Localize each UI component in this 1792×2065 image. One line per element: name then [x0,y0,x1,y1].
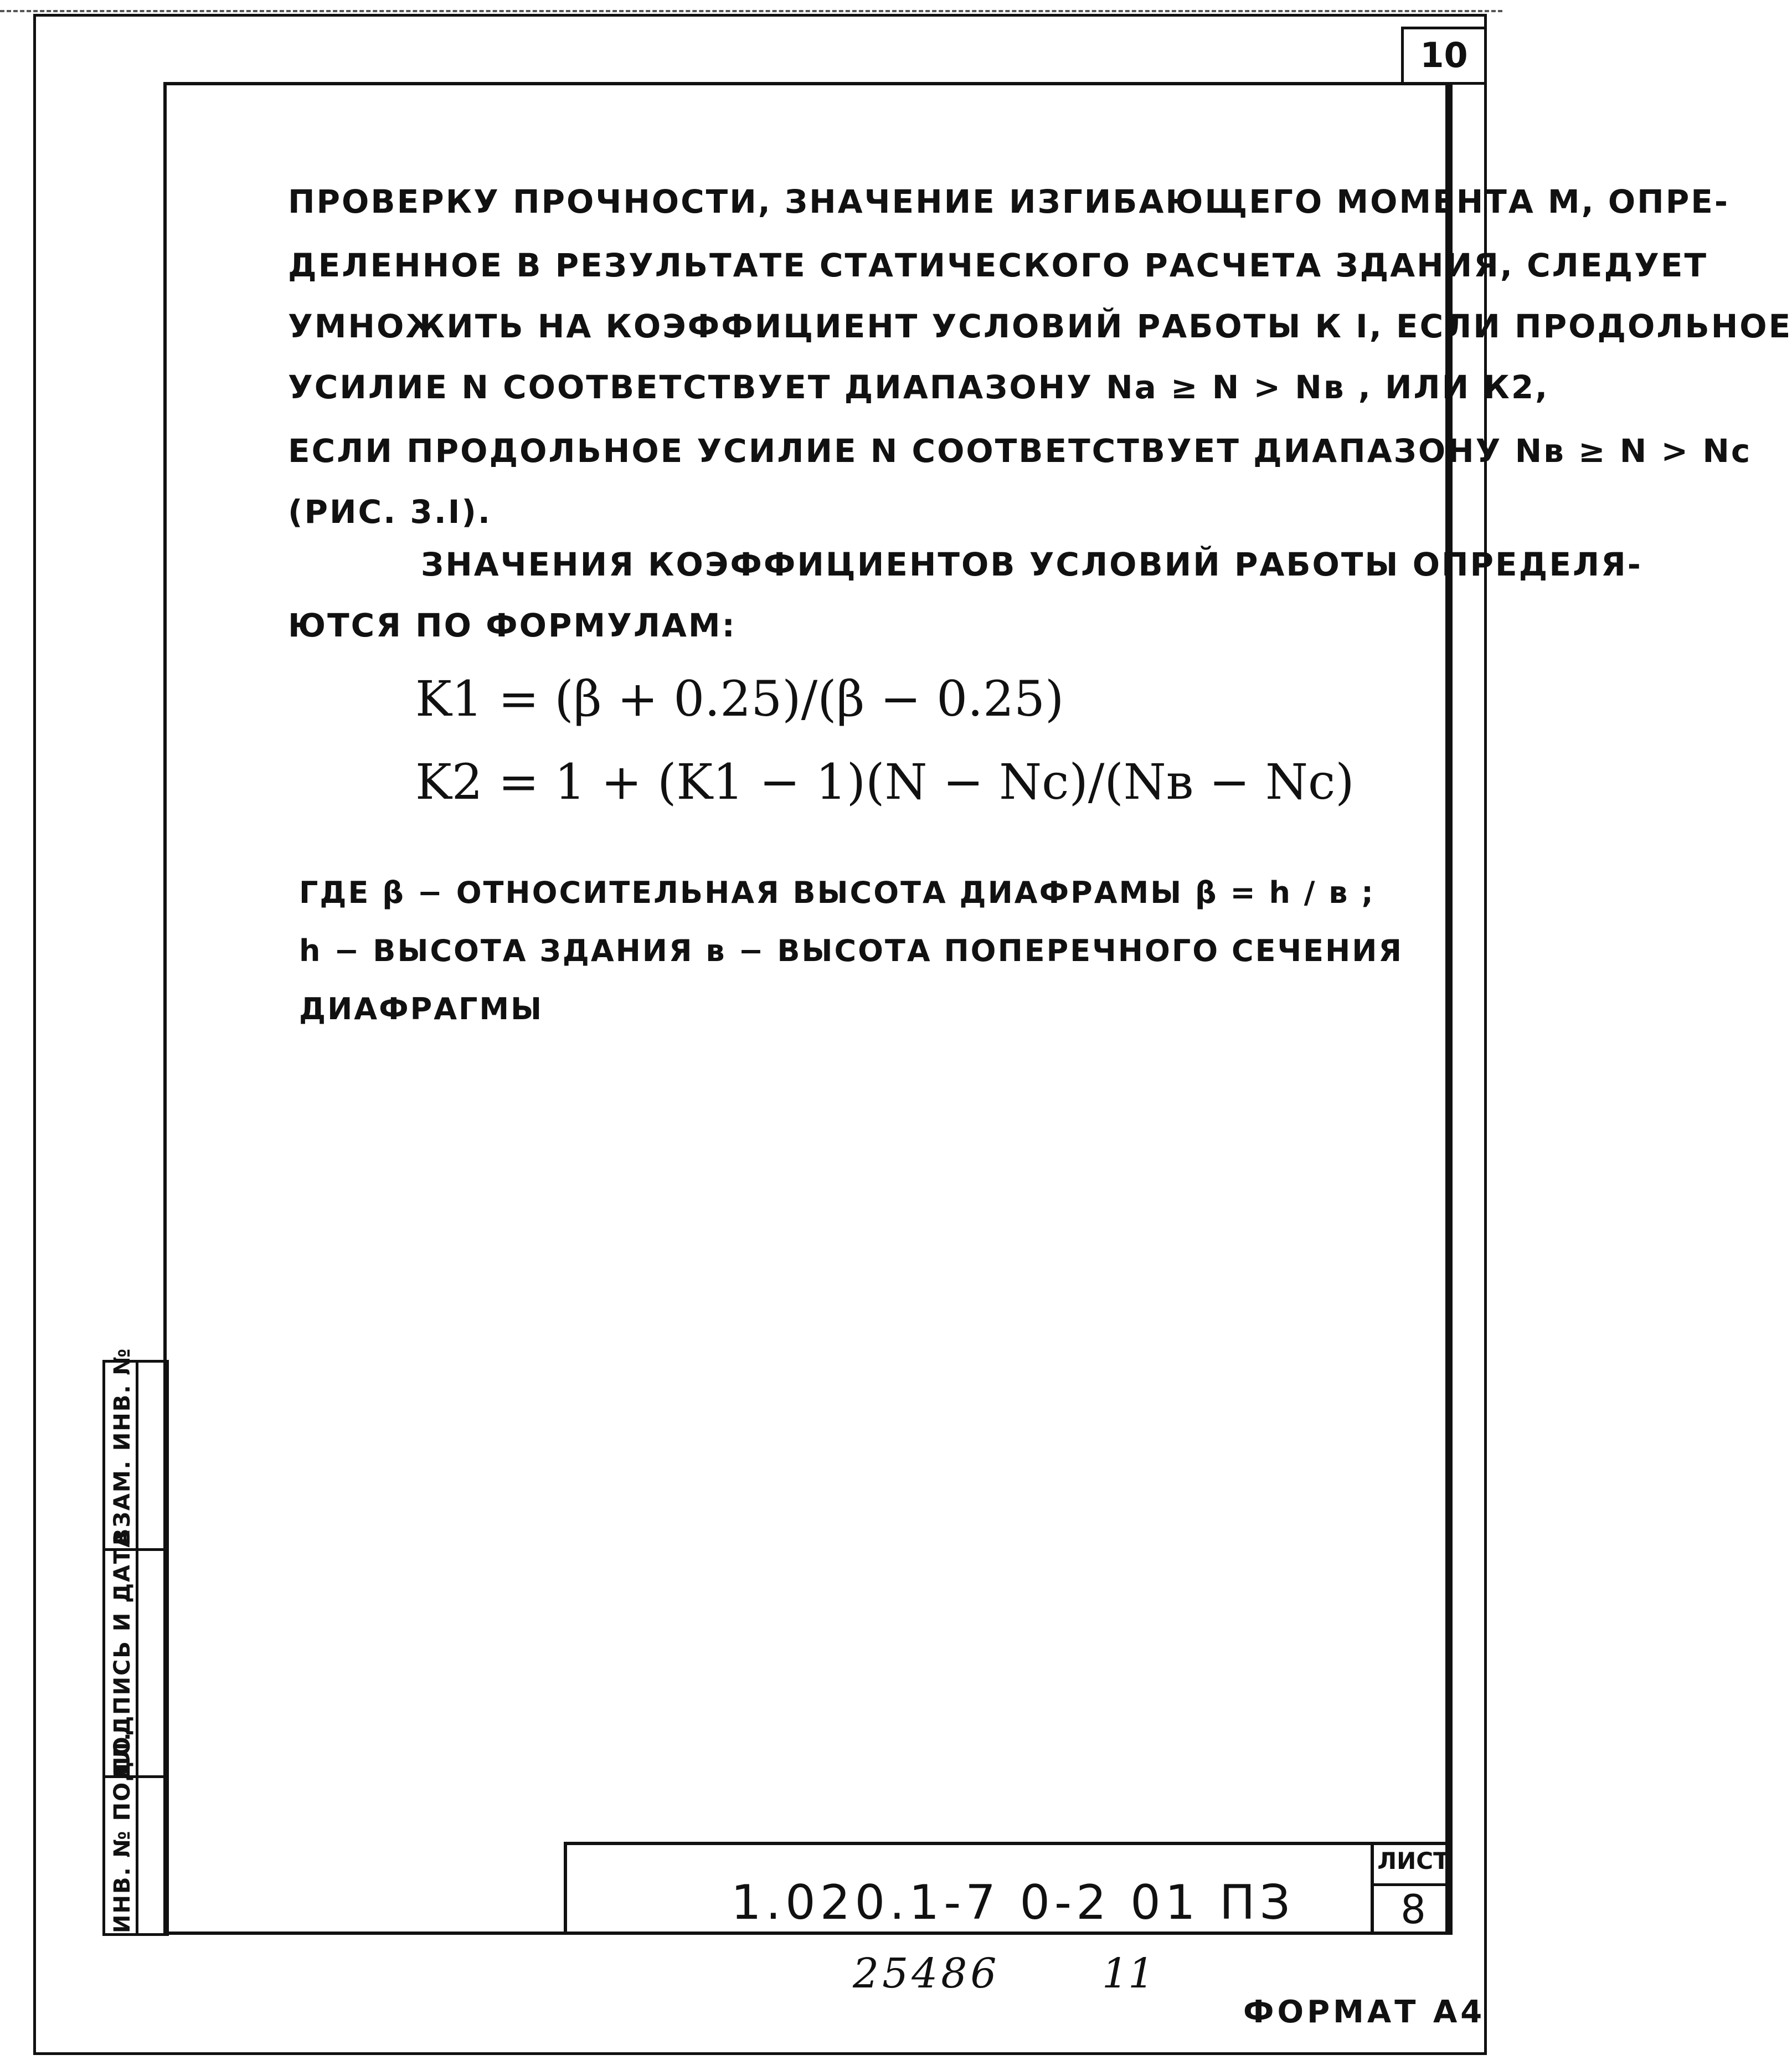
top-edge-line [0,10,1502,12]
paragraph2-line-2: ЮТСЯ ПО ФОРМУЛАМ: [288,607,737,644]
body-line-3: УМНОЖИТЬ НА КОЭФФИЦИЕНТ УСЛОВИЙ РАБОТЫ К I, ЕСЛИ ПРОДОЛЬНОЕ [288,307,1792,345]
body-line-5: ЕСЛИ ПРОДОЛЬНОЕ УСИЛИЕ N СООТВЕТСТВУЕТ ДИАПАЗОНУ Nв ≥ N > Nс [288,432,1752,470]
body-line-2: ДЕЛЕННОЕ В РЕЗУЛЬТАТЕ СТАТИЧЕСКОГО РАСЧЕТА ЗДАНИЯ, СЛЕДУЕТ [288,246,1708,284]
legend-line-3: ДИАФРАГМЫ [299,992,544,1026]
sheet-number: 10 [1420,35,1468,75]
handwritten-page: 11 [1102,1950,1155,1997]
frame-right-double-line [1445,82,1449,1935]
body-line-4: УСИЛИЕ N СООТВЕТСТВУЕТ ДИАПАЗОНУ Nа ≥ N > Nв , ИЛИ К2, [288,368,1549,406]
paragraph2-line-1: ЗНАЧЕНИЯ КОЭФФИЦИЕНТОВ УСЛОВИЙ РАБОТЫ ОПРЕДЕЛЯ- [421,546,1642,583]
handwritten-number: 25486 [853,1950,1000,1997]
legend-line-2: h − ВЫСОТА ЗДАНИЯ в − ВЫСОТА ПОПЕРЕЧНОГО СЕЧЕНИЯ [299,933,1403,968]
list-label: ЛИСТ [1377,1847,1449,1874]
side-label-podpis-data: ПОДПИСЬ И ДАТА [110,1529,135,1775]
body-line-1: ПРОВЕРКУ ПРОЧНОСТИ, ЗНАЧЕНИЕ ИЗГИБАЮЩЕГО МОМЕНТА М, ОПРЕ- [288,183,1729,220]
body-line-6: (РИС. 3.I). [288,493,492,531]
formula-k1: K1 = (β + 0.25)/(β − 0.25) [415,670,1064,727]
document-code: 1.020.1-7 0-2 01 ПЗ [731,1875,1295,1930]
format-label: ФОРМАТ А4 [1243,1994,1486,2030]
side-label-vzam-inv: ВЗАМ. ИНВ. № [110,1347,135,1545]
side-stamp-divider [136,1360,138,1936]
side-label-inv-podl: ИНВ. № ПОДЛ. [110,1731,135,1933]
list-number: 8 [1400,1886,1426,1933]
legend-line-1: ГДЕ β − ОТНОСИТЕЛЬНАЯ ВЫСОТА ДИАФРАМЫ β = h / в ; [299,875,1375,910]
formula-k2: K2 = 1 + (K1 − 1)(N − Nс)/(Nв − Nс) [415,753,1355,810]
